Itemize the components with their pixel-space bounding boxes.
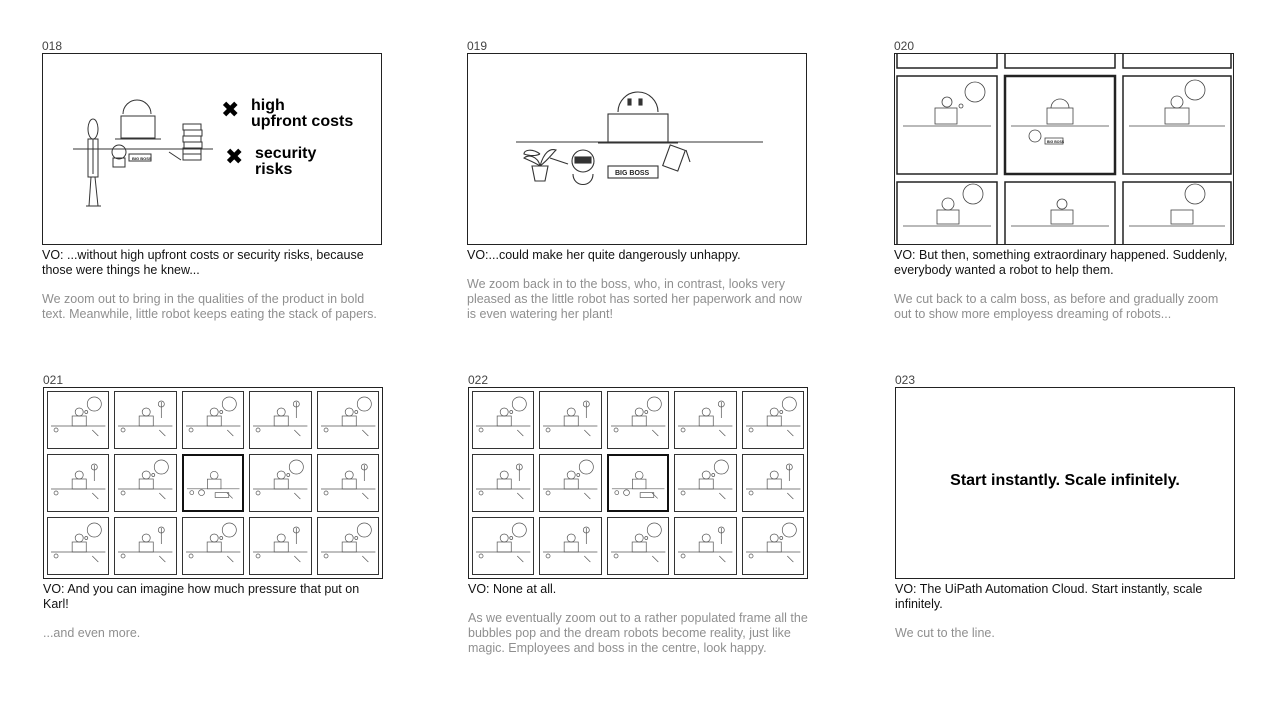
mini-sketch <box>318 392 378 448</box>
x-mark-icon: ✖ <box>225 144 244 169</box>
frame-cell <box>114 454 176 512</box>
voice-over-text: VO: None at all. <box>468 582 557 596</box>
mini-sketch <box>48 392 108 448</box>
mini-sketch <box>183 518 243 574</box>
mini-sketch <box>473 392 533 448</box>
frame-cell <box>47 391 109 449</box>
mini-sketch <box>115 518 175 574</box>
tagline-text: Start instantly. Scale infinitely. <box>950 472 1180 489</box>
frame-cell <box>182 391 244 449</box>
frame-cell <box>607 517 669 575</box>
panel-number: 021 <box>43 373 64 387</box>
scene-description: As we eventually zoom out to a rather populated frame all the bubbles pop and the dream robots become reality, just like magic. Employees and boss in the centre, look happy. <box>468 611 808 655</box>
mini-sketch <box>608 518 668 574</box>
voice-over-text: VO: The UiPath Automation Cloud. Start instantly, scale infinitely. <box>895 582 1203 611</box>
mini-sketch <box>540 518 600 574</box>
voice-over-text: VO: ...without high upfront costs or security risks, because those were things he knew... <box>42 248 364 277</box>
frame-cell <box>317 454 379 512</box>
bullet-text-line1: security <box>255 145 317 162</box>
x-mark-icon: ✖ <box>221 97 240 122</box>
frame-cell <box>472 517 534 575</box>
mini-sketch <box>743 518 803 574</box>
boss-sign-label: BIG BOSS <box>1047 140 1065 144</box>
scene-description: We zoom out to bring in the qualities of the product in bold text. Meanwhile, little robot keeps eating the stack of papers. <box>42 292 377 321</box>
frame-cell <box>114 391 176 449</box>
storyboard-panel-020 <box>894 39 1234 322</box>
panel-frame <box>467 53 807 245</box>
frame-cell <box>47 517 109 575</box>
bullet-text-line1: high <box>251 97 285 114</box>
panel-number: 023 <box>895 373 916 387</box>
storyboard-panel-021 <box>43 373 383 641</box>
center-frame-cell <box>182 454 244 512</box>
panel-frame <box>468 387 808 579</box>
mini-sketch <box>183 392 243 448</box>
frame-cell <box>674 517 736 575</box>
mini-sketch <box>609 456 667 510</box>
frame-cell <box>539 517 601 575</box>
panel-number: 020 <box>894 39 915 53</box>
panel-frame <box>43 387 383 579</box>
storyboard-panel-019 <box>467 39 807 322</box>
panel-number: 022 <box>468 373 489 387</box>
sketch-grid-illustration <box>895 54 1233 244</box>
panel-frame <box>894 53 1234 245</box>
frame-cell <box>472 391 534 449</box>
frame-cell <box>114 517 176 575</box>
storyboard-panel-023 <box>895 373 1235 641</box>
storyboard-panel-018 <box>42 39 382 322</box>
mini-sketch <box>318 518 378 574</box>
frame-cell <box>742 454 804 512</box>
mini-sketch <box>250 392 310 448</box>
panel-frame <box>42 53 382 245</box>
mini-sketch <box>675 518 735 574</box>
mini-sketch <box>250 455 310 511</box>
panel-frame <box>895 387 1235 579</box>
sketch-grid <box>44 388 382 578</box>
sketch-illustration <box>468 54 806 244</box>
panel-number: 019 <box>467 39 488 53</box>
frame-cell <box>47 454 109 512</box>
voice-over-text: VO: And you can imagine how much pressure that put on Karl! <box>43 582 360 611</box>
mini-sketch <box>48 518 108 574</box>
mini-sketch <box>473 518 533 574</box>
frame-cell <box>674 391 736 449</box>
mini-sketch <box>675 392 735 448</box>
sketch-grid <box>469 388 807 578</box>
storyboard-panel-022 <box>468 373 808 656</box>
mini-sketch <box>318 455 378 511</box>
mini-sketch <box>540 455 600 511</box>
mini-sketch <box>250 518 310 574</box>
mini-sketch <box>115 455 175 511</box>
mini-sketch <box>115 392 175 448</box>
boss-sign-label: BIG BOSS <box>132 156 152 161</box>
frame-cell <box>607 391 669 449</box>
frame-cell <box>182 517 244 575</box>
frame-cell <box>742 517 804 575</box>
center-frame-cell <box>607 454 669 512</box>
mini-sketch <box>743 392 803 448</box>
frame-cell <box>539 391 601 449</box>
bullet-text-line2: upfront costs <box>251 113 354 130</box>
panel-number: 018 <box>42 39 63 53</box>
mini-sketch <box>540 392 600 448</box>
mini-sketch <box>608 392 668 448</box>
frame-cell <box>472 454 534 512</box>
mini-sketch <box>48 455 108 511</box>
frame-cell <box>539 454 601 512</box>
frame-cell <box>249 517 311 575</box>
scene-description: We zoom back in to the boss, who, in contrast, looks very pleased as the little robot has sorted her paperwork and now is even watering her plant! <box>467 277 802 321</box>
mini-sketch <box>743 455 803 511</box>
voice-over-text: VO: But then, something extraordinary happened. Suddenly, everybody wanted a robot to help them. <box>894 248 1228 277</box>
scene-description: We cut to the line. <box>895 626 995 640</box>
frame-cell <box>249 391 311 449</box>
sketch-illustration <box>43 54 381 244</box>
frame-cell <box>249 454 311 512</box>
frame-cell <box>742 391 804 449</box>
scene-description: We cut back to a calm boss, as before and gradually zoom out to show more employess dreaming of robots... <box>894 292 1219 321</box>
voice-over-text: VO:...could make her quite dangerously unhappy. <box>467 248 741 262</box>
bullet-text-line2: risks <box>255 161 293 178</box>
mini-sketch <box>675 455 735 511</box>
scene-description: ...and even more. <box>43 626 141 640</box>
frame-cell <box>674 454 736 512</box>
mini-sketch <box>184 456 242 510</box>
frame-cell <box>317 517 379 575</box>
mini-sketch <box>473 455 533 511</box>
boss-sign-label: BIG BOSS <box>615 170 650 177</box>
frame-cell <box>317 391 379 449</box>
